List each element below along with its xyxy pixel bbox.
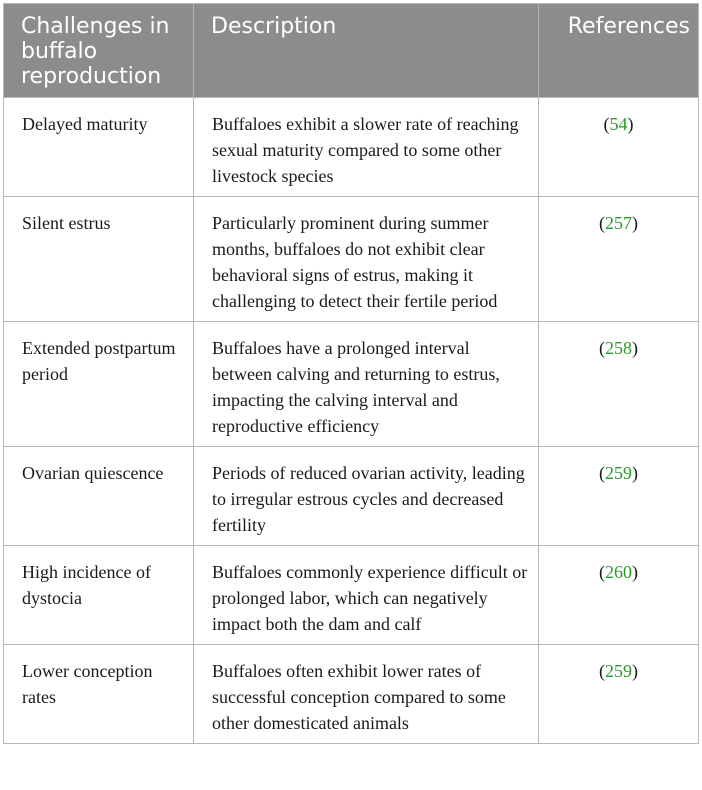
ref-open-paren: ( [599,338,605,358]
challenge-cell: Lower conception rates [4,645,194,744]
ref-open-paren: ( [599,213,605,233]
table-row [4,645,699,744]
challenge-cell: Extended postpartum period [4,322,194,447]
reference-cell [539,447,699,546]
challenge-cell: Delayed maturity [4,98,194,197]
description-cell: Periods of reduced ovarian activity, leading to irregular estrous cycles and decreased fertility [194,447,539,546]
description-cell: Particularly prominent during summer months, buffaloes do not exhibit clear behavioral signs of estrus, making it challenging to detect their fertile period [194,197,539,322]
reference-cell [539,197,699,322]
reference-link[interactable]: 258 [605,338,632,358]
reference-cell [539,98,699,197]
reference-cell [539,546,699,645]
header-description: Description [194,4,539,98]
table-row [4,322,699,447]
reference-link[interactable]: 259 [605,463,632,483]
challenge-cell: Silent estrus [4,197,194,322]
header-row [4,4,699,98]
ref-close-paren: ) [627,114,634,134]
ref-close-paren: ) [632,562,638,582]
ref-close-paren: ) [632,661,638,681]
ref-open-paren: ( [603,114,610,134]
challenge-cell: Ovarian quiescence [4,447,194,546]
reference-link[interactable]: 257 [605,213,632,233]
table-row [4,447,699,546]
ref-open-paren: ( [599,661,605,681]
ref-open-paren: ( [599,463,605,483]
ref-close-paren: ) [632,338,638,358]
reference-link[interactable]: 260 [605,562,632,582]
description-cell: Buffaloes exhibit a slower rate of reaching sexual maturity compared to some other livestock species [194,98,539,197]
table-row [4,98,699,197]
reference-cell [539,645,699,744]
challenge-cell: High incidence of dystocia [4,546,194,645]
ref-close-paren: ) [632,213,638,233]
header-references: References [539,4,699,98]
table-row [4,546,699,645]
description-cell: Buffaloes often exhibit lower rates of successful conception compared to some other domesticated animals [194,645,539,744]
description-cell: Buffaloes commonly experience difficult or prolonged labor, which can negatively impact both the dam and calf [194,546,539,645]
table-row [4,197,699,322]
buffalo-reproduction-table [3,3,699,744]
reference-link[interactable]: 54 [609,114,628,134]
reference-cell [539,322,699,447]
ref-close-paren: ) [632,463,638,483]
ref-open-paren: ( [599,562,605,582]
description-cell: Buffaloes have a prolonged interval between calving and returning to estrus, impacting the calving interval and reproductive efficiency [194,322,539,447]
reference-link[interactable]: 259 [605,661,632,681]
header-challenges: Challenges in buffalo reproduction [4,4,194,98]
